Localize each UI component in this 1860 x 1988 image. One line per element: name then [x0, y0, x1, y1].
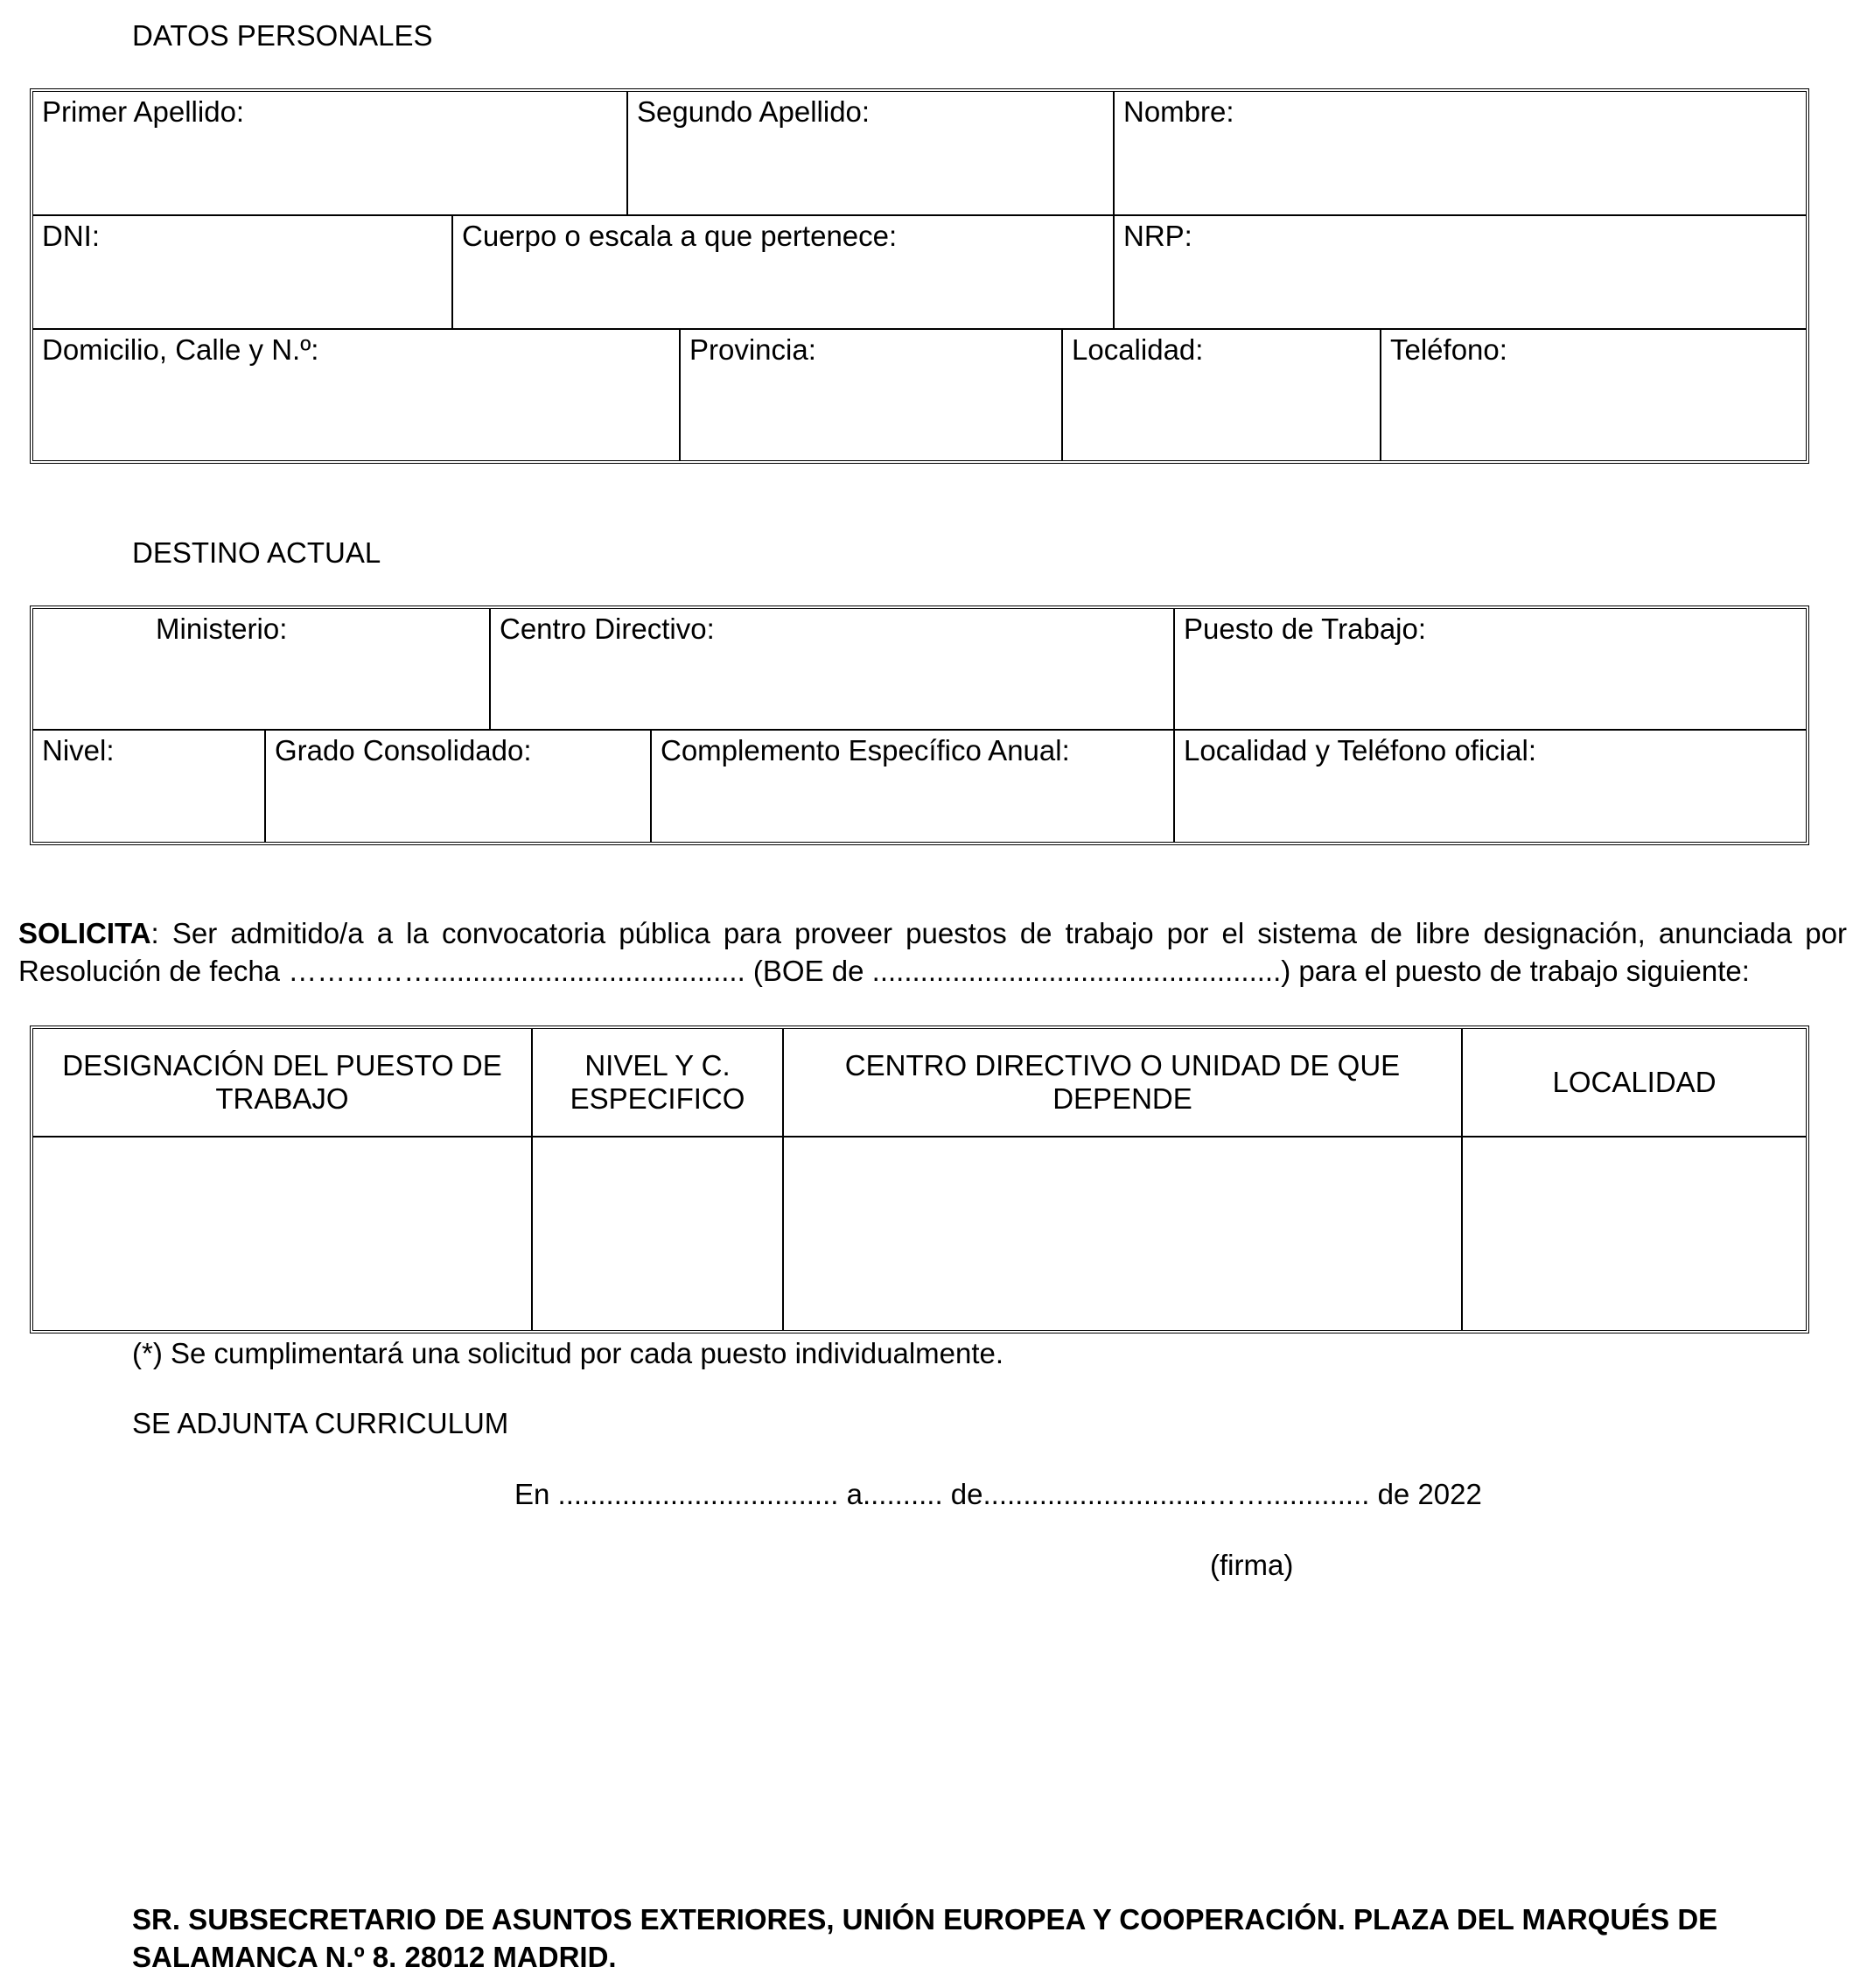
localidad-field[interactable] [1063, 330, 1381, 460]
destino-actual-table [30, 606, 1809, 845]
designacion-input-cell[interactable] [33, 1138, 533, 1330]
nivel-label: Nivel: [42, 734, 115, 766]
segundo-apellido-field[interactable] [628, 92, 1115, 214]
nivel-field[interactable] [33, 731, 266, 842]
firma-label: (firma) [1210, 1549, 1294, 1581]
dni-label: DNI: [42, 220, 100, 252]
solicita-line-2: Resolución de fecha ……………....................................... (BOE de ...................................................) para el puesto de trabajo siguiente: [18, 955, 1750, 987]
solicita-paragraph [18, 914, 1847, 990]
telefono-label: Teléfono: [1390, 333, 1507, 366]
datos-personales-table [30, 88, 1809, 464]
addressee-line-2: SALAMANCA N.º 8. 28012 MADRID. [132, 1941, 617, 1973]
header-designacion: DESIGNACIÓN DEL PUESTO DE TRABAJO [33, 1029, 533, 1136]
segundo-apellido-label: Segundo Apellido: [637, 95, 871, 128]
destino-row-1 [33, 609, 1806, 731]
domicilio-label: Domicilio, Calle y N.º: [42, 333, 319, 366]
adjunta-curriculum-text: SE ADJUNTA CURRICULUM [132, 1407, 509, 1439]
localidad-telefono-label: Localidad y Teléfono oficial: [1184, 734, 1536, 766]
telefono-field[interactable] [1381, 330, 1806, 460]
grado-label: Grado Consolidado: [275, 734, 532, 766]
primer-apellido-label: Primer Apellido: [42, 95, 245, 128]
nivel-input-cell[interactable] [533, 1138, 784, 1330]
nombre-field[interactable] [1115, 92, 1806, 214]
localidad-input-cell[interactable] [1463, 1138, 1806, 1330]
note-text: (*) Se cumplimentará una solicitud por cada puesto individualmente. [132, 1337, 1004, 1369]
cuerpo-field[interactable] [453, 216, 1115, 328]
fecha-line: En ................................... a.......... de............................……............. de 2022 [514, 1478, 1482, 1510]
cuerpo-label: Cuerpo o escala a que pertenece: [462, 220, 898, 252]
header-localidad: LOCALIDAD [1552, 1066, 1717, 1098]
localidad-label: Localidad: [1072, 333, 1204, 366]
primer-apellido-field[interactable] [33, 92, 628, 214]
addressee-block [132, 1900, 1717, 1976]
solicita-label: SOLICITA [18, 917, 151, 949]
section-title-datos-personales: DATOS PERSONALES [132, 19, 433, 52]
localidad-telefono-field[interactable] [1175, 731, 1806, 842]
centro-input-cell[interactable] [784, 1138, 1463, 1330]
centro-directivo-field[interactable] [491, 609, 1175, 729]
solicita-text-1: : Ser admitido/a a la convocatoria pública para proveer puestos de trabajo por el sistema de libre designación, anunciada por [150, 917, 1847, 949]
puesto-data-row [33, 1138, 1806, 1330]
complemento-field[interactable] [652, 731, 1175, 842]
centro-directivo-label: Centro Directivo: [500, 612, 715, 645]
provincia-field[interactable] [681, 330, 1063, 460]
provincia-label: Provincia: [689, 333, 816, 366]
section-title-destino-actual: DESTINO ACTUAL [132, 536, 381, 569]
header-nivel: NIVEL Y C. ESPECIFICO [533, 1029, 784, 1136]
grado-field[interactable] [266, 731, 652, 842]
ministerio-label: Ministerio: [156, 612, 288, 645]
datos-row-1 [33, 92, 1806, 216]
puesto-header-row [33, 1029, 1806, 1138]
nrp-label: NRP: [1123, 220, 1192, 252]
nrp-field[interactable] [1115, 216, 1806, 328]
solicita-line-1 [18, 914, 1847, 952]
addressee-line-1: SR. SUBSECRETARIO DE ASUNTOS EXTERIORES, UNIÓN EUROPEA Y COOPERACIÓN. PLAZA DEL MARQUÉS DE [132, 1903, 1718, 1936]
datos-row-2 [33, 216, 1806, 330]
datos-row-3 [33, 330, 1806, 460]
domicilio-field[interactable] [33, 330, 681, 460]
puesto-table [30, 1026, 1809, 1334]
puesto-trabajo-field[interactable] [1175, 609, 1806, 729]
ministerio-field[interactable] [33, 609, 491, 729]
dni-field[interactable] [33, 216, 453, 328]
nombre-label: Nombre: [1123, 95, 1234, 128]
complemento-label: Complemento Específico Anual: [661, 734, 1070, 766]
destino-row-2 [33, 731, 1806, 842]
header-centro: CENTRO DIRECTIVO O UNIDAD DE QUE DEPENDE [784, 1029, 1463, 1136]
puesto-trabajo-label: Puesto de Trabajo: [1184, 612, 1427, 645]
